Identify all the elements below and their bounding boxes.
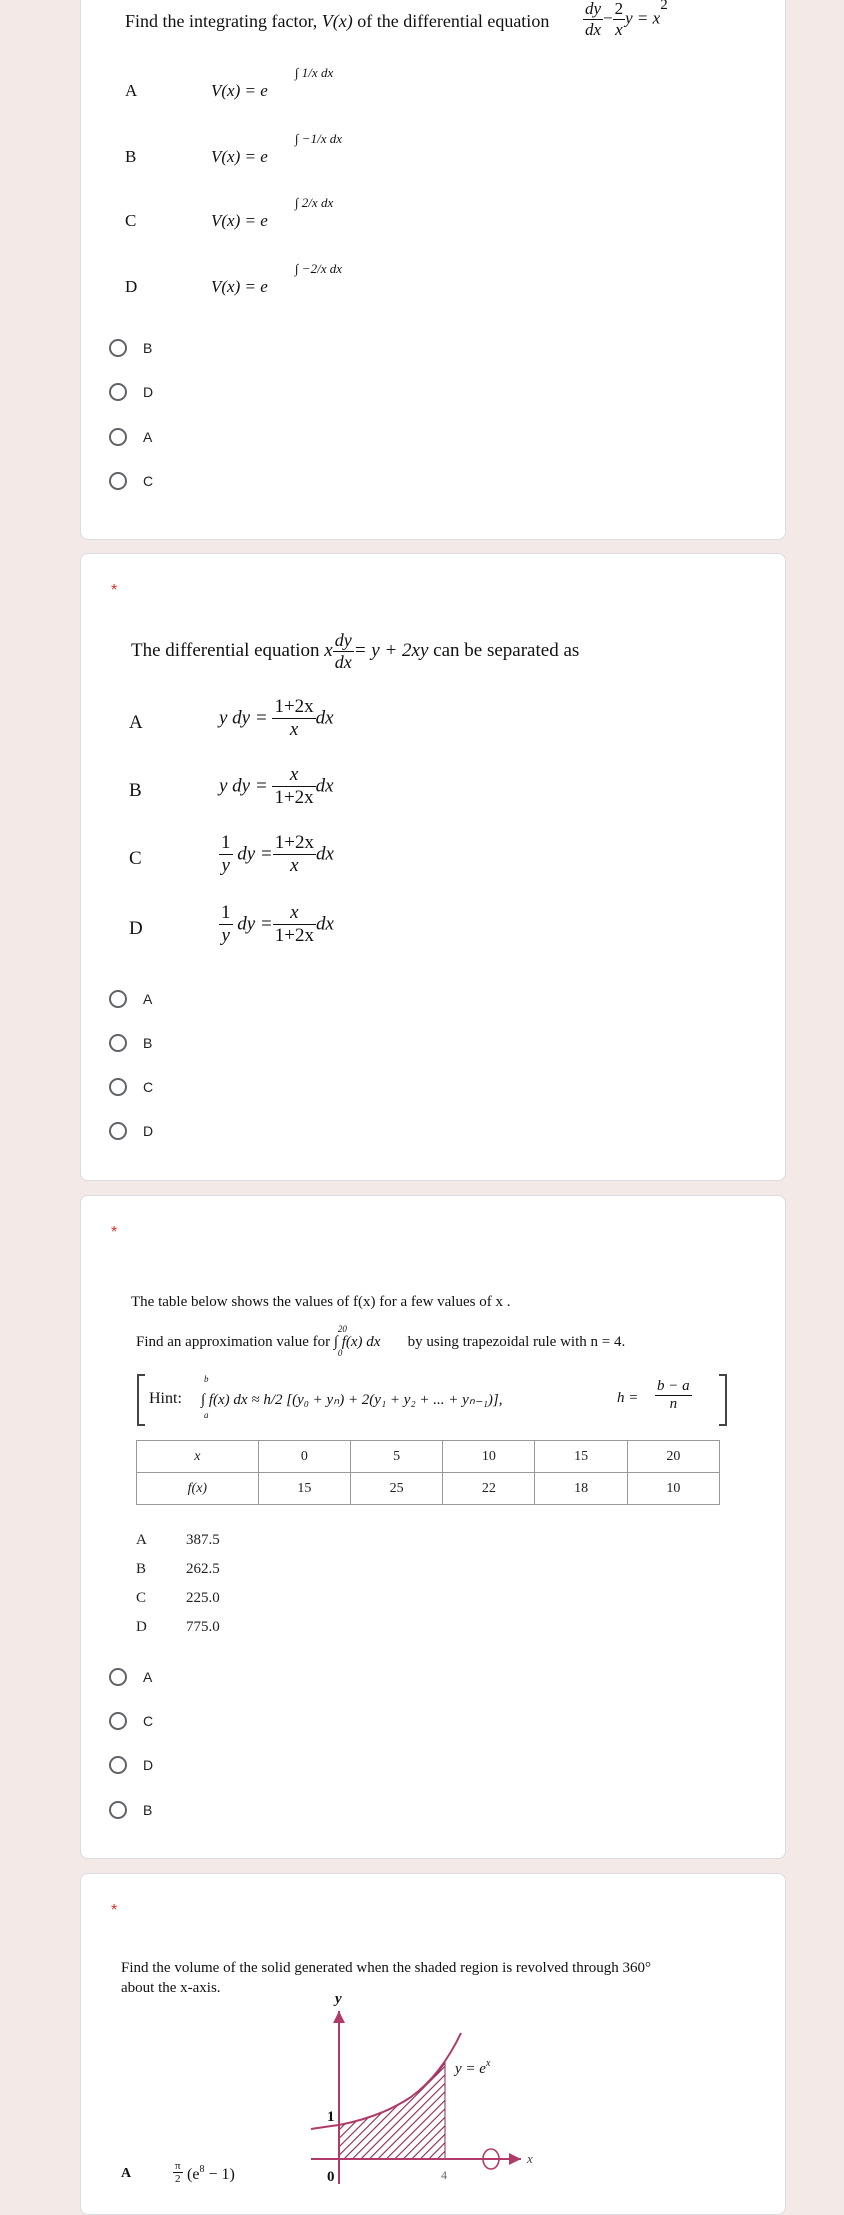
radio-button[interactable] bbox=[109, 1034, 127, 1052]
answer-two: 2 bbox=[173, 2172, 183, 2185]
radio-button[interactable] bbox=[109, 339, 127, 357]
answer-expr: (e bbox=[187, 2166, 200, 2183]
q3-line1: The table below shows the values of f(x) for a few values of x . bbox=[131, 1294, 511, 1310]
choice-letter: D bbox=[129, 918, 143, 939]
choice-den: 1+2x bbox=[274, 787, 314, 808]
q1-eq-x: x bbox=[613, 19, 626, 40]
table-header-cell: x bbox=[137, 1441, 259, 1473]
radio-button[interactable] bbox=[109, 1801, 127, 1819]
q2-prompt-post: can be separated as bbox=[428, 639, 580, 661]
choice-letter: C bbox=[125, 211, 137, 230]
q3-answer-b: B 262.5 bbox=[136, 1561, 220, 1577]
table-cell: 5 bbox=[350, 1441, 442, 1473]
shaded-region bbox=[339, 2063, 445, 2159]
radio-button[interactable] bbox=[109, 383, 127, 401]
choice-exponent: ∫ 2/x dx bbox=[295, 195, 334, 210]
graph-x-tick: 4 bbox=[441, 2168, 447, 2182]
q2-prompt-dy: dy bbox=[334, 630, 352, 650]
q3-hint-den: n bbox=[655, 1395, 692, 1413]
q4-line1: Find the volume of the solid generated when the shaded region is revolved through 360° bbox=[121, 1960, 652, 1976]
graph-x-label: x bbox=[527, 2151, 533, 2166]
q1-equation bbox=[583, 0, 668, 40]
option-label: A bbox=[143, 429, 153, 445]
q2-option-2[interactable] bbox=[109, 1031, 152, 1055]
table-header-cell: f(x) bbox=[137, 1473, 259, 1505]
choice-den: x bbox=[273, 854, 316, 877]
q2-option-3[interactable] bbox=[109, 1075, 153, 1099]
q1-prompt bbox=[125, 11, 549, 32]
option-label: B bbox=[143, 1802, 153, 1818]
choice-left-den: y bbox=[219, 924, 233, 947]
choice-num: 1+2x bbox=[274, 696, 314, 717]
q2-option-1[interactable] bbox=[109, 987, 152, 1011]
q3-integral-lower: 0 bbox=[337, 1348, 343, 1358]
q3-hint bbox=[137, 1374, 727, 1426]
q1-choice-c bbox=[125, 195, 334, 231]
q1-eq-minus: − bbox=[603, 8, 613, 28]
graph-origin: 0 bbox=[327, 2169, 335, 2185]
q3-hint-h: h = bbox=[617, 1390, 639, 1406]
choice-exponent: ∫ 1/x dx bbox=[295, 65, 334, 80]
q1-prompt-pre: Find the integrating factor, bbox=[125, 11, 322, 31]
choice-letter: A bbox=[121, 2166, 132, 2181]
choice-tail: dx bbox=[315, 913, 334, 935]
choice-num: x bbox=[290, 902, 299, 923]
q2-prompt bbox=[131, 630, 579, 673]
graph-y-label: y bbox=[335, 1991, 342, 2007]
choice-letter: B bbox=[129, 780, 142, 801]
q3-option-4[interactable] bbox=[109, 1798, 152, 1822]
choice-letter: A bbox=[129, 712, 143, 733]
radio-button[interactable] bbox=[109, 472, 127, 490]
table-cell: 20 bbox=[627, 1441, 719, 1473]
choice-left: dy = bbox=[237, 843, 273, 865]
q3-hint-upper: b bbox=[204, 1374, 209, 1384]
radio-button[interactable] bbox=[109, 1122, 127, 1140]
choice-letter: A bbox=[125, 81, 138, 100]
table-cell: 10 bbox=[627, 1473, 719, 1505]
table-cell: 10 bbox=[443, 1441, 535, 1473]
q1-eq-dx: dx bbox=[585, 20, 602, 39]
q2-prompt-pre: The differential equation bbox=[131, 639, 325, 661]
option-label: D bbox=[143, 1757, 154, 1773]
table-cell: 22 bbox=[443, 1473, 535, 1505]
choice-lhs: V(x) = e bbox=[211, 147, 268, 166]
choice-lhs: V(x) = e bbox=[211, 81, 268, 100]
choice-left: dy = bbox=[237, 913, 273, 935]
choice-num: x bbox=[289, 764, 299, 785]
choice-den: 1+2x bbox=[274, 925, 314, 946]
q3-integral: ∫ f(x) dx bbox=[333, 1334, 381, 1350]
option-label: B bbox=[143, 340, 153, 356]
choice-tail: dx bbox=[315, 775, 334, 797]
answer-tail: − 1) bbox=[204, 2166, 235, 2183]
choice-den: x bbox=[272, 718, 315, 741]
choice-lhs: V(x) = e bbox=[211, 211, 268, 230]
choice-exponent: ∫ −1/x dx bbox=[295, 131, 342, 146]
choice-left: y dy = bbox=[219, 707, 268, 729]
table-row bbox=[137, 1473, 720, 1505]
radio-button[interactable] bbox=[109, 1078, 127, 1096]
choice-exponent: ∫ −2/x dx bbox=[295, 261, 342, 276]
option-label: A bbox=[143, 1669, 153, 1685]
table-cell: 18 bbox=[535, 1473, 627, 1505]
option-label: D bbox=[143, 384, 154, 400]
q1-choice-b bbox=[125, 131, 342, 167]
table-cell: 0 bbox=[258, 1441, 350, 1473]
required-asterisk: * bbox=[111, 1902, 118, 1919]
table-cell: 25 bbox=[350, 1473, 442, 1505]
choice-tail: dx bbox=[315, 843, 334, 865]
table-row bbox=[137, 1441, 720, 1473]
choice-left-num: 1 bbox=[221, 832, 231, 853]
q1-choice-d bbox=[125, 261, 342, 297]
q3-hint-num: b − a bbox=[657, 1378, 690, 1394]
option-label: C bbox=[143, 1713, 154, 1729]
q4-line2: about the x-axis. bbox=[121, 1980, 221, 1996]
q1-eq-dy: dy bbox=[585, 0, 602, 18]
radio-button[interactable] bbox=[109, 1712, 127, 1730]
table-cell: 15 bbox=[535, 1441, 627, 1473]
question-card-2 bbox=[80, 553, 786, 1181]
choice-left-den: y bbox=[219, 854, 233, 877]
radio-button[interactable] bbox=[109, 1668, 127, 1686]
option-label: D bbox=[143, 1123, 154, 1139]
choice-letter: D bbox=[125, 277, 138, 296]
q3-answer-c: C 225.0 bbox=[136, 1590, 220, 1606]
q3-answer-d: D 775.0 bbox=[136, 1619, 220, 1635]
q3-hint-label: Hint: bbox=[149, 1390, 182, 1407]
question-card-4 bbox=[80, 1873, 786, 2215]
answer-pi: π bbox=[175, 2160, 181, 2172]
q1-eq-rhs: y = x bbox=[625, 8, 661, 28]
question-card-3 bbox=[80, 1195, 786, 1859]
choice-num: 1+2x bbox=[274, 832, 314, 853]
graph-curve-label: $y = e^x$ bbox=[455, 2058, 491, 2077]
q3-option-2[interactable] bbox=[109, 1709, 153, 1733]
q1-prompt-var: V(x) bbox=[321, 11, 353, 31]
q2-prompt-x: x bbox=[324, 639, 333, 661]
choice-left: y dy = bbox=[219, 775, 268, 797]
option-label: A bbox=[143, 991, 153, 1007]
q3-line2-post: by using trapezoidal rule with n = 4. bbox=[407, 1334, 626, 1350]
radio-button[interactable] bbox=[109, 428, 127, 446]
q3-line2 bbox=[136, 1324, 626, 1358]
q2-prompt-dx: dx bbox=[334, 652, 352, 672]
choice-lhs: V(x) = e bbox=[211, 277, 268, 296]
q3-option-1[interactable] bbox=[109, 1665, 152, 1689]
q1-eq-two: 2 bbox=[614, 0, 624, 18]
table-cell: 15 bbox=[258, 1473, 350, 1505]
choice-tail: dx bbox=[315, 707, 334, 729]
q1-choice-a bbox=[125, 65, 334, 101]
q1-prompt-post: of the differential equation bbox=[352, 11, 550, 31]
q2-prompt-rhs: = y + 2xy bbox=[353, 639, 429, 661]
q3-hint-lower: a bbox=[204, 1410, 209, 1420]
option-label: B bbox=[143, 1035, 153, 1051]
radio-button[interactable] bbox=[109, 990, 127, 1008]
q1-option-3[interactable] bbox=[109, 425, 152, 449]
option-label: C bbox=[143, 473, 154, 489]
q3-hint-formula: ∫ f(x) dx ≈ h/2 [(y₀ + yₙ) + 2(y₁ + y₂ + ... + yₙ₋₁)], bbox=[201, 1392, 503, 1408]
choice-left-num: 1 bbox=[221, 902, 231, 923]
required-asterisk: * bbox=[111, 582, 118, 599]
choice-letter: B bbox=[125, 147, 137, 166]
q3-values-table bbox=[136, 1440, 720, 1505]
q1-option-2[interactable] bbox=[109, 380, 153, 404]
graph-tick-one: 1 bbox=[327, 2109, 335, 2125]
q3-line2-pre: Find an approximation value for bbox=[136, 1334, 331, 1350]
q1-option-1[interactable] bbox=[109, 336, 152, 360]
q4-graph bbox=[301, 1989, 561, 2189]
question-card-1 bbox=[80, 0, 786, 540]
q3-answer-a: A 387.5 bbox=[136, 1532, 220, 1548]
option-label: C bbox=[143, 1079, 154, 1095]
q2-option-4[interactable] bbox=[109, 1119, 153, 1143]
required-asterisk: * bbox=[111, 1224, 118, 1241]
q3-integral-upper: 20 bbox=[337, 1324, 347, 1334]
q3-option-3[interactable] bbox=[109, 1753, 153, 1777]
choice-letter: C bbox=[129, 848, 142, 869]
answer-exp: 8 bbox=[199, 2164, 205, 2175]
radio-button[interactable] bbox=[109, 1756, 127, 1774]
q1-option-4[interactable] bbox=[109, 469, 153, 493]
q1-eq-exp: 2 bbox=[660, 0, 668, 14]
